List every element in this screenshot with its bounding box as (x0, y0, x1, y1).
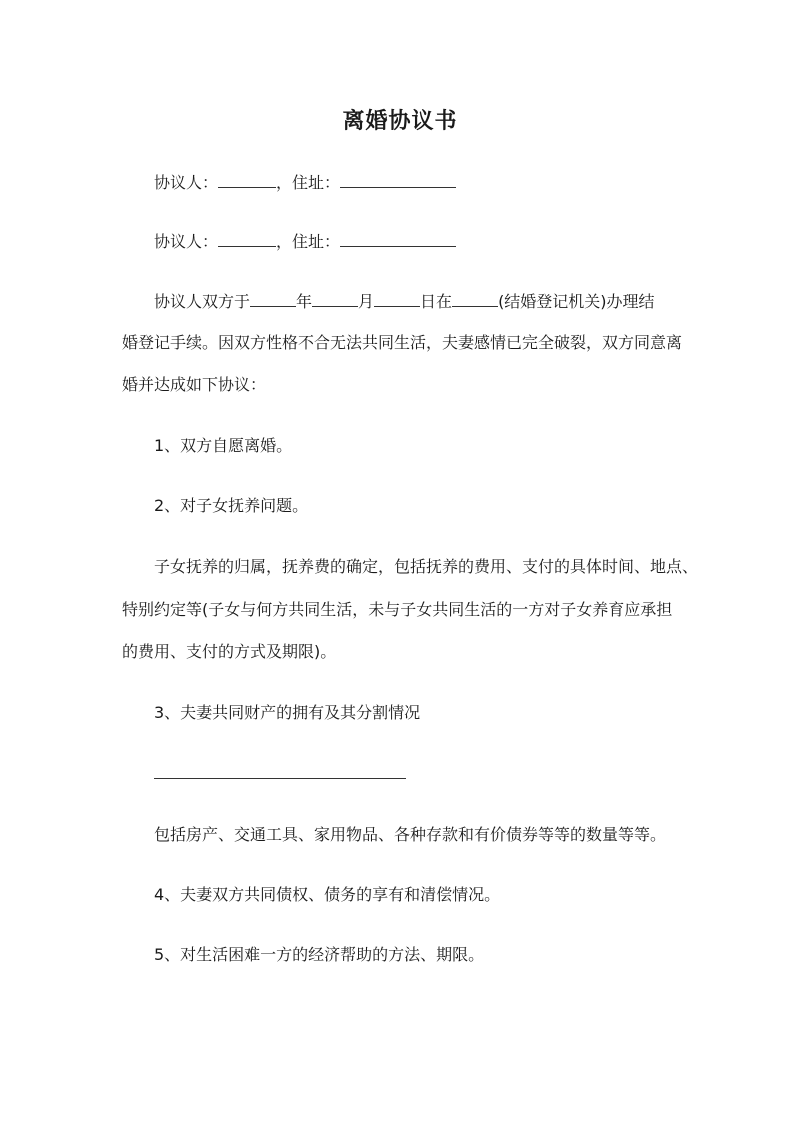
intro-line-2: 婚登记手续。因双方性格不合无法共同生活，夫妻感情已完全破裂，双方同意离 (122, 333, 683, 352)
registry-blank (452, 291, 498, 307)
party1-address-label: ，住址： (276, 173, 341, 192)
document-title: 离婚协议书 (342, 109, 458, 134)
party1-address-blank (340, 172, 456, 188)
intro-line-1 (154, 291, 655, 312)
party2-line (154, 231, 456, 252)
day-blank (374, 291, 420, 307)
party1-label: 协议人： (154, 173, 219, 192)
intro-month: 月 (358, 292, 375, 311)
intro-day: 日在 (420, 292, 453, 311)
party1-name-blank (218, 172, 276, 188)
property-blank-line (154, 778, 406, 779)
child-support-line-2: 特别约定等(子女与何方共同生活，未与子女共同生活的一方对子女养育应承担 (122, 600, 673, 619)
party1-line (154, 172, 456, 193)
intro-line-3: 婚并达成如下协议： (122, 375, 267, 394)
intro-part1: 协议人双方于 (154, 292, 251, 311)
child-support-line-1: 子女抚养的归属，抚养费的确定，包括抚养的费用、支付的具体时间、地点、 (154, 557, 699, 576)
party2-address-blank (340, 231, 456, 247)
party2-label: 协议人： (154, 232, 219, 251)
year-blank (250, 291, 296, 307)
item-2: 2、对子女抚养问题。 (154, 496, 309, 515)
party2-address-label: ，住址： (276, 232, 341, 251)
child-support-line-3: 的费用、支付的方式及期限)。 (122, 642, 337, 661)
month-blank (312, 291, 358, 307)
intro-part2: (结婚登记机关)办理结 (498, 292, 655, 311)
party2-name-blank (218, 231, 276, 247)
item-4: 4、夫妻双方共同债权、债务的享有和清偿情况。 (154, 885, 501, 904)
intro-year: 年 (296, 292, 313, 311)
item-5: 5、对生活困难一方的经济帮助的方法、期限。 (154, 945, 485, 964)
item-1: 1、双方自愿离婚。 (154, 436, 293, 455)
item-3: 3、夫妻共同财产的拥有及其分割情况 (154, 703, 421, 722)
property-note: 包括房产、交通工具、家用物品、各种存款和有价债券等等的数量等等。 (154, 825, 667, 844)
